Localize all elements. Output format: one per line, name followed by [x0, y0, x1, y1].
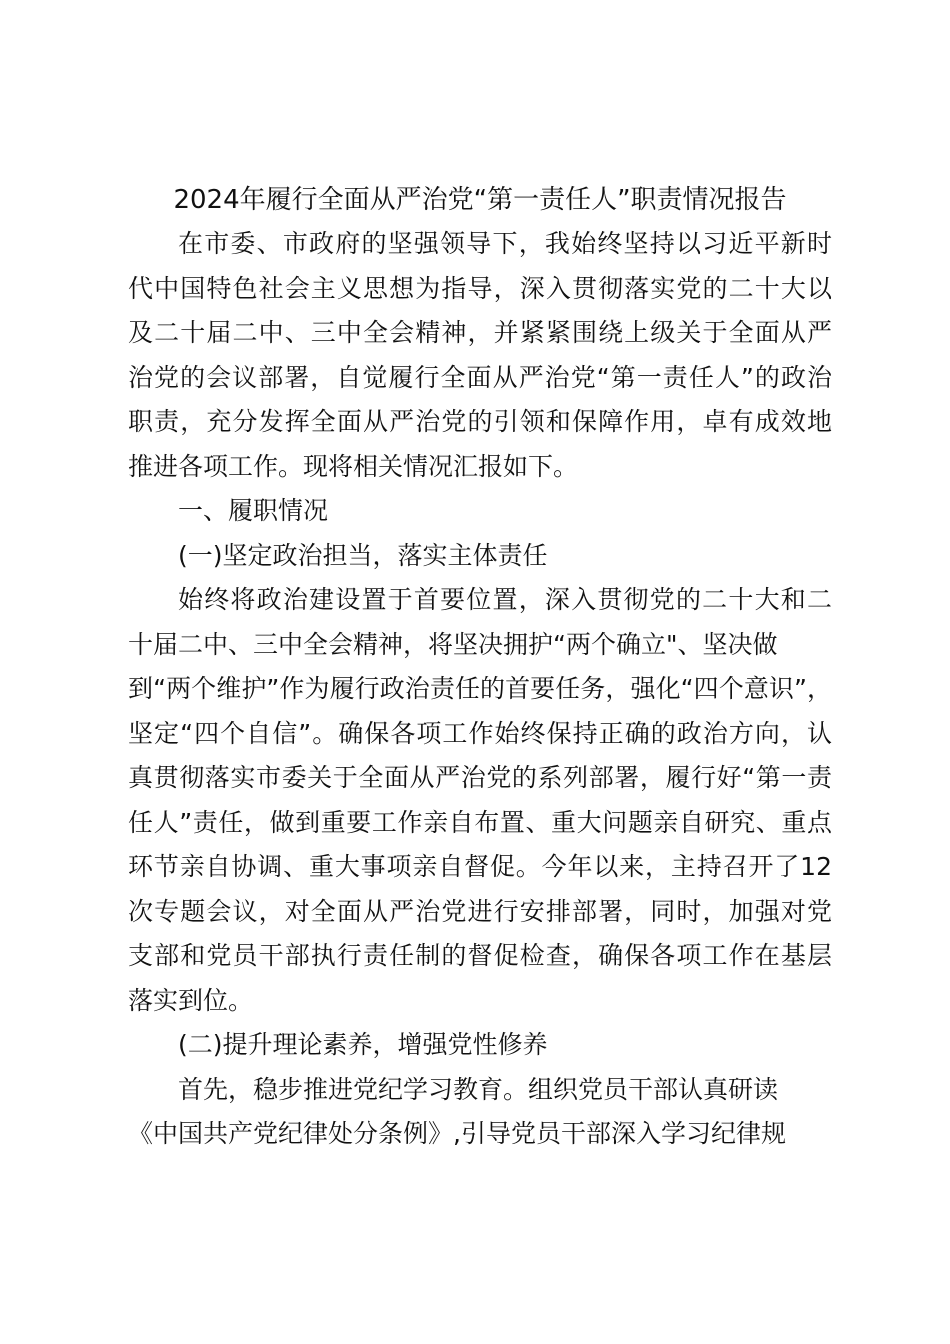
paragraph-1-line-1: 在市委、市政府的坚强领导下，我始终坚持以习近平新时 — [178, 229, 832, 258]
paragraph-1-line-2: 代中国特色社会主义思想为指导，深入贯彻落实党的二十大以 — [128, 273, 832, 303]
paragraph-2-line-3: 到“两个维护”作为履行政治责任的首要任务，强化“四个意识”， — [128, 674, 832, 703]
paragraph-2-line-2: 十届二中、三中全会精神，将坚决拥护“两个确立"、坚决做 — [128, 629, 778, 659]
paragraph-2-line-4: 坚定“四个自信”。确保各项工作始终保持正确的政治方向，认 — [128, 718, 832, 748]
subsection-heading-2: (二)提升理论素养，增强党性修养 — [178, 1030, 548, 1059]
paragraph-1-line-6: 推进各项工作。现将相关情况汇报如下。 — [128, 451, 579, 481]
paragraph-1-line-3: 及二十届二中、三中全会精神，并紧紧围绕上级关于全面从严 — [128, 318, 832, 347]
paragraph-3-line-2: 《中国共产党纪律处分条例》,引导党员干部深入学习纪律规 — [128, 1119, 786, 1148]
paragraph-1-line-4: 治党的会议部署，自觉履行全面从严治党“第一责任人”的政治 — [128, 362, 832, 392]
paragraph-2-line-8: 次专题会议，对全面从严治党进行安排部署，同时，加强对党 — [128, 896, 832, 926]
subsection-heading-1: (一)坚定政治担当，落实主体责任 — [178, 540, 548, 570]
paragraph-1-line-5: 职责，充分发挥全面从严治党的引领和保障作用，卓有成效地 — [128, 407, 832, 436]
paragraph-2-line-9: 支部和党员干部执行责任制的督促检查，确保各项工作在基层 — [128, 941, 832, 970]
report-title: 2024年履行全面从严治党“第一责任人”职责情况报告 — [173, 185, 787, 215]
paragraph-2-line-7: 环节亲自协调、重大事项亲自督促。今年以来，主持召开了12 — [128, 852, 832, 881]
paragraph-2-line-6: 任人”责任，做到重要工作亲自布置、重大问题亲自研究、重点 — [128, 807, 832, 837]
paragraph-2-line-1: 始终将政治建设置于首要位置，深入贯彻党的二十大和二 — [178, 585, 832, 614]
section-heading-1: 一、履职情况 — [178, 496, 329, 525]
paragraph-2-line-10: 落实到位。 — [128, 985, 254, 1015]
paragraph-2-line-5: 真贯彻落实市委关于全面从严治党的系列部署，履行好“第一责 — [128, 763, 832, 792]
paragraph-3-line-1: 首先，稳步推进党纪学习教育。组织党员干部认真研读 — [178, 1074, 779, 1104]
report-body — [128, 222, 832, 1157]
